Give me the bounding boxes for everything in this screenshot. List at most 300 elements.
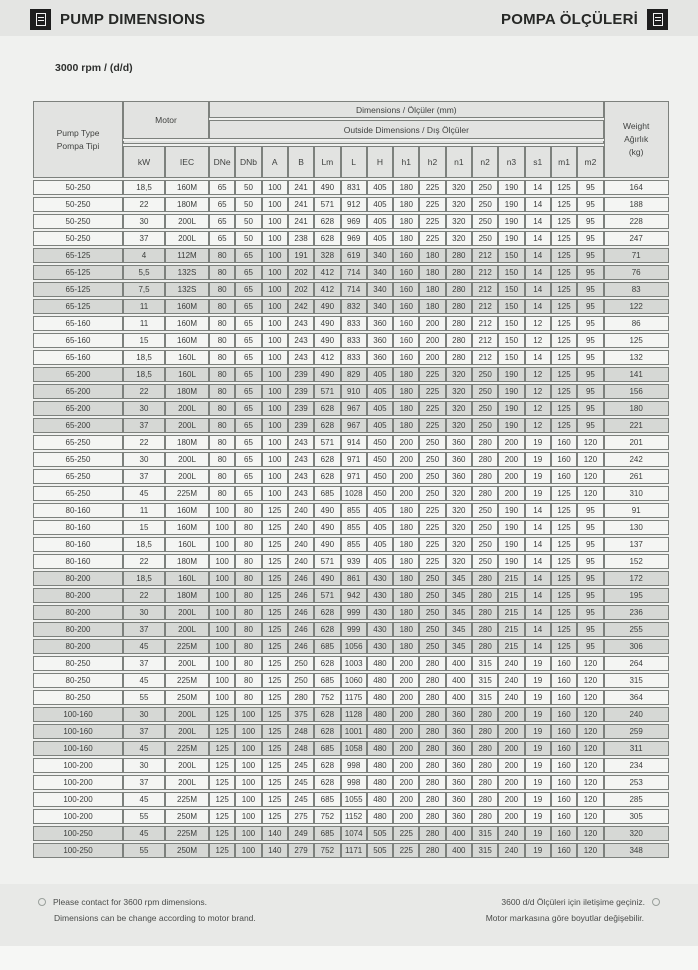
table-row: [33, 231, 669, 246]
value-cell: 22: [123, 197, 165, 212]
value-cell: 125: [551, 503, 577, 518]
value-cell: 245: [288, 758, 314, 773]
value-cell: 200: [393, 724, 419, 739]
value-cell: 240: [288, 554, 314, 569]
weight-cell: 320: [604, 826, 669, 841]
pump-type-cell: 80-160: [33, 537, 123, 552]
value-cell: 200L: [165, 656, 209, 671]
value-cell: 280: [472, 605, 498, 620]
value-cell: 80: [209, 367, 235, 382]
value-cell: 942: [341, 588, 367, 603]
value-cell: 212: [472, 248, 498, 263]
value-cell: 275: [288, 809, 314, 824]
value-cell: 450: [367, 469, 393, 484]
value-cell: 505: [367, 843, 393, 858]
pump-type-cell: 65-250: [33, 469, 123, 484]
value-cell: 65: [235, 282, 261, 297]
value-cell: 80: [235, 520, 261, 535]
pump-type-cell: 65-200: [33, 367, 123, 382]
value-cell: 180: [393, 571, 419, 586]
value-cell: 120: [577, 792, 603, 807]
value-cell: 80: [235, 503, 261, 518]
table-row: [33, 571, 669, 586]
table-row: [33, 622, 669, 637]
value-cell: 200: [498, 775, 524, 790]
value-cell: 65: [235, 418, 261, 433]
value-cell: 160: [551, 724, 577, 739]
value-cell: 250: [472, 384, 498, 399]
value-cell: 328: [314, 248, 340, 263]
pump-type-cell: 65-200: [33, 401, 123, 416]
value-cell: 225: [419, 367, 445, 382]
value-cell: 833: [341, 350, 367, 365]
value-cell: 245: [288, 792, 314, 807]
value-cell: 571: [314, 588, 340, 603]
value-cell: 100: [235, 809, 261, 824]
dimensions-table-wrap: [33, 99, 668, 860]
table-row: [33, 520, 669, 535]
value-cell: 125: [262, 758, 288, 773]
value-cell: 250: [472, 418, 498, 433]
footnote-right-text2: Motor markasına göre boyutlar değişebilir.: [485, 913, 644, 924]
value-cell: 225: [419, 384, 445, 399]
value-cell: 225: [419, 214, 445, 229]
table-row: [33, 809, 669, 824]
value-cell: 14: [525, 214, 551, 229]
footnote-left-line1: [38, 894, 256, 910]
value-cell: 65: [235, 384, 261, 399]
footnote-right-text1: 3600 d/d Ölçüleri için iletişime geçiniz.: [501, 897, 645, 907]
value-cell: 360: [446, 741, 472, 756]
value-cell: 14: [525, 622, 551, 637]
value-cell: 320: [446, 214, 472, 229]
table-header: [33, 101, 669, 178]
value-cell: 280: [446, 265, 472, 280]
value-cell: 150: [498, 333, 524, 348]
value-cell: 125: [551, 639, 577, 654]
value-cell: 1171: [341, 843, 367, 858]
value-cell: 80: [209, 435, 235, 450]
value-cell: 315: [472, 843, 498, 858]
value-cell: 239: [288, 418, 314, 433]
value-cell: 240: [498, 673, 524, 688]
value-cell: 628: [314, 452, 340, 467]
value-cell: 280: [419, 724, 445, 739]
value-cell: 100: [262, 231, 288, 246]
value-cell: 19: [525, 452, 551, 467]
value-cell: 250: [288, 673, 314, 688]
value-cell: 400: [446, 826, 472, 841]
value-cell: 100: [262, 299, 288, 314]
value-cell: 160: [551, 775, 577, 790]
value-cell: 80: [235, 537, 261, 552]
value-cell: 490: [314, 537, 340, 552]
value-cell: 239: [288, 367, 314, 382]
value-cell: 160M: [165, 299, 209, 314]
value-cell: 280: [472, 486, 498, 501]
value-cell: 315: [472, 690, 498, 705]
value-cell: 125: [209, 843, 235, 858]
weight-cell: 348: [604, 843, 669, 858]
value-cell: 80: [209, 452, 235, 467]
value-cell: 280: [472, 571, 498, 586]
weight-cell: 253: [604, 775, 669, 790]
value-cell: 120: [577, 724, 603, 739]
value-cell: 225: [419, 401, 445, 416]
weight-cell: 221: [604, 418, 669, 433]
value-cell: 360: [446, 809, 472, 824]
value-cell: 360: [446, 724, 472, 739]
value-cell: 360: [367, 350, 393, 365]
value-cell: 125: [209, 724, 235, 739]
value-cell: 280: [419, 792, 445, 807]
footnote-right: [486, 894, 660, 926]
dim-column-header-B: B: [288, 146, 314, 178]
value-cell: 125: [209, 792, 235, 807]
value-cell: 250: [472, 520, 498, 535]
rpm-subtitle: 3000 rpm / (d/d): [55, 62, 133, 74]
pump-type-cell: 65-250: [33, 452, 123, 467]
value-cell: 280: [446, 350, 472, 365]
value-cell: 280: [472, 435, 498, 450]
value-cell: 505: [367, 826, 393, 841]
value-cell: 160: [551, 707, 577, 722]
value-cell: 100: [262, 452, 288, 467]
value-cell: 200: [498, 486, 524, 501]
value-cell: 160: [551, 656, 577, 671]
value-cell: 19: [525, 469, 551, 484]
pump-type-cell: 65-160: [33, 333, 123, 348]
value-cell: 243: [288, 350, 314, 365]
outside-dimensions-header: Outside Dimensions / Dış Ölçüler: [209, 120, 604, 139]
value-cell: 200: [393, 809, 419, 824]
value-cell: 190: [498, 401, 524, 416]
value-cell: 280: [419, 809, 445, 824]
weight-cell: 285: [604, 792, 669, 807]
value-cell: 80: [209, 282, 235, 297]
value-cell: 120: [577, 758, 603, 773]
value-cell: 160: [551, 452, 577, 467]
value-cell: 628: [314, 401, 340, 416]
value-cell: 250: [288, 656, 314, 671]
value-cell: 120: [577, 741, 603, 756]
value-cell: 125: [262, 588, 288, 603]
value-cell: 1175: [341, 690, 367, 705]
value-cell: 65: [235, 333, 261, 348]
weight-cell: 132: [604, 350, 669, 365]
value-cell: 14: [525, 520, 551, 535]
weight-cell: 311: [604, 741, 669, 756]
value-cell: 250: [419, 571, 445, 586]
value-cell: 400: [446, 690, 472, 705]
value-cell: 125: [262, 503, 288, 518]
value-cell: 160: [393, 350, 419, 365]
pump-document-icon-right: [647, 9, 668, 30]
value-cell: 280: [419, 775, 445, 790]
value-cell: 160: [393, 248, 419, 263]
table-row: [33, 724, 669, 739]
ring-icon-right: [652, 898, 660, 906]
value-cell: 14: [525, 571, 551, 586]
value-cell: 240: [288, 503, 314, 518]
weight-cell: 125: [604, 333, 669, 348]
pump-type-cell: 50-250: [33, 231, 123, 246]
value-cell: 120: [577, 707, 603, 722]
pump-type-cell: 65-250: [33, 435, 123, 450]
value-cell: 65: [209, 214, 235, 229]
value-cell: 100: [262, 316, 288, 331]
value-cell: 225M: [165, 639, 209, 654]
value-cell: 65: [209, 231, 235, 246]
pump-type-cell: 50-250: [33, 180, 123, 195]
value-cell: 150: [498, 350, 524, 365]
value-cell: 280: [419, 656, 445, 671]
value-cell: 125: [551, 367, 577, 382]
value-cell: 190: [498, 214, 524, 229]
value-cell: 200: [393, 452, 419, 467]
weight-header-tr: Ağırlık: [624, 134, 649, 145]
value-cell: 125: [262, 554, 288, 569]
value-cell: 405: [367, 418, 393, 433]
value-cell: 160M: [165, 503, 209, 518]
value-cell: 125: [262, 571, 288, 586]
value-cell: 752: [314, 690, 340, 705]
table-row: [33, 469, 669, 484]
value-cell: 246: [288, 588, 314, 603]
value-cell: 200: [393, 656, 419, 671]
value-cell: 80: [209, 316, 235, 331]
value-cell: 243: [288, 435, 314, 450]
value-cell: 200L: [165, 758, 209, 773]
value-cell: 100: [262, 469, 288, 484]
pump-type-cell: 65-250: [33, 486, 123, 501]
value-cell: 280: [446, 333, 472, 348]
pump-type-header: [33, 101, 123, 178]
table-row: [33, 503, 669, 518]
value-cell: 80: [209, 299, 235, 314]
value-cell: 100: [209, 537, 235, 552]
value-cell: 65: [235, 367, 261, 382]
value-cell: 280: [472, 809, 498, 824]
weight-cell: 172: [604, 571, 669, 586]
page-title-tr: POMPA ÖLÇÜLERİ: [501, 10, 638, 28]
value-cell: 120: [577, 486, 603, 501]
value-cell: 160: [393, 316, 419, 331]
value-cell: 242: [288, 299, 314, 314]
value-cell: 200L: [165, 724, 209, 739]
value-cell: 360: [446, 452, 472, 467]
value-cell: 95: [577, 367, 603, 382]
footnote-right-line2: [486, 910, 660, 926]
value-cell: 125: [262, 741, 288, 756]
value-cell: 1128: [341, 707, 367, 722]
pump-type-cell: 80-160: [33, 503, 123, 518]
weight-cell: 255: [604, 622, 669, 637]
value-cell: 430: [367, 605, 393, 620]
iec-column-header: IEC: [165, 146, 209, 178]
value-cell: 125: [262, 690, 288, 705]
value-cell: 225M: [165, 486, 209, 501]
value-cell: 180: [419, 299, 445, 314]
value-cell: 480: [367, 673, 393, 688]
value-cell: 125: [551, 384, 577, 399]
value-cell: 19: [525, 826, 551, 841]
kw-column-header: kW: [123, 146, 165, 178]
value-cell: 250: [419, 639, 445, 654]
value-cell: 225: [393, 826, 419, 841]
value-cell: 490: [314, 367, 340, 382]
weight-cell: 156: [604, 384, 669, 399]
value-cell: 80: [235, 605, 261, 620]
value-cell: 80: [235, 656, 261, 671]
value-cell: 243: [288, 316, 314, 331]
value-cell: 280: [472, 792, 498, 807]
value-cell: 490: [314, 503, 340, 518]
title-left-group: [30, 9, 205, 30]
value-cell: 65: [235, 401, 261, 416]
value-cell: 160: [551, 469, 577, 484]
value-cell: 225M: [165, 673, 209, 688]
value-cell: 150: [498, 316, 524, 331]
pump-type-cell: 65-125: [33, 265, 123, 280]
value-cell: 280: [419, 826, 445, 841]
value-cell: 250: [419, 605, 445, 620]
dimensions-table: [33, 99, 669, 860]
value-cell: 480: [367, 656, 393, 671]
value-cell: 45: [123, 673, 165, 688]
weight-cell: 164: [604, 180, 669, 195]
value-cell: 100: [262, 367, 288, 382]
value-cell: 430: [367, 588, 393, 603]
pump-type-cell: 80-160: [33, 520, 123, 535]
value-cell: 125: [551, 588, 577, 603]
value-cell: 243: [288, 452, 314, 467]
value-cell: 125: [551, 605, 577, 620]
value-cell: 180: [393, 503, 419, 518]
value-cell: 340: [367, 282, 393, 297]
value-cell: 200L: [165, 469, 209, 484]
value-cell: 225M: [165, 741, 209, 756]
dim-column-header-H: H: [367, 146, 393, 178]
value-cell: 320: [446, 418, 472, 433]
table-row: [33, 605, 669, 620]
value-cell: 280: [472, 741, 498, 756]
value-cell: 95: [577, 571, 603, 586]
value-cell: 65: [235, 452, 261, 467]
value-cell: 571: [314, 197, 340, 212]
value-cell: 95: [577, 384, 603, 399]
value-cell: 150: [498, 265, 524, 280]
value-cell: 320: [446, 401, 472, 416]
value-cell: 280: [472, 452, 498, 467]
value-cell: 225: [393, 843, 419, 858]
value-cell: 450: [367, 486, 393, 501]
value-cell: 910: [341, 384, 367, 399]
value-cell: 200: [393, 775, 419, 790]
value-cell: 100: [262, 265, 288, 280]
value-cell: 125: [262, 775, 288, 790]
value-cell: 125: [262, 605, 288, 620]
value-cell: 250: [472, 401, 498, 416]
weight-cell: 240: [604, 707, 669, 722]
weight-cell: 315: [604, 673, 669, 688]
value-cell: 55: [123, 690, 165, 705]
value-cell: 160: [551, 809, 577, 824]
value-cell: 100: [262, 418, 288, 433]
value-cell: 80: [235, 639, 261, 654]
pump-type-cell: 100-160: [33, 724, 123, 739]
value-cell: 480: [367, 690, 393, 705]
value-cell: 250: [419, 435, 445, 450]
value-cell: 225: [419, 231, 445, 246]
value-cell: 125: [551, 401, 577, 416]
value-cell: 160L: [165, 571, 209, 586]
value-cell: 180: [393, 367, 419, 382]
table-row: [33, 792, 669, 807]
value-cell: 180: [393, 554, 419, 569]
value-cell: 250: [472, 197, 498, 212]
value-cell: 225M: [165, 826, 209, 841]
pump-type-header-tr: Pompa Tipi: [56, 140, 100, 151]
pump-type-cell: 65-160: [33, 350, 123, 365]
value-cell: 405: [367, 554, 393, 569]
value-cell: 200: [419, 350, 445, 365]
value-cell: 95: [577, 299, 603, 314]
value-cell: 14: [525, 282, 551, 297]
value-cell: 30: [123, 707, 165, 722]
value-cell: 225: [419, 197, 445, 212]
value-cell: 360: [367, 333, 393, 348]
weight-cell: 83: [604, 282, 669, 297]
value-cell: 95: [577, 316, 603, 331]
value-cell: 14: [525, 248, 551, 263]
value-cell: 202: [288, 282, 314, 297]
value-cell: 180M: [165, 554, 209, 569]
value-cell: 280: [419, 673, 445, 688]
value-cell: 160: [551, 758, 577, 773]
value-cell: 125: [551, 350, 577, 365]
value-cell: 490: [314, 299, 340, 314]
value-cell: 280: [446, 316, 472, 331]
value-cell: 280: [446, 299, 472, 314]
value-cell: 95: [577, 248, 603, 263]
value-cell: 11: [123, 299, 165, 314]
footnote-left-line2: [38, 910, 256, 926]
value-cell: 100: [209, 571, 235, 586]
dim-column-header-Lm: Lm: [314, 146, 340, 178]
value-cell: 65: [235, 469, 261, 484]
value-cell: 833: [341, 316, 367, 331]
value-cell: 125: [551, 571, 577, 586]
pump-type-cell: 65-125: [33, 282, 123, 297]
value-cell: 65: [235, 299, 261, 314]
value-cell: 100: [209, 503, 235, 518]
value-cell: 685: [314, 673, 340, 688]
value-cell: 360: [446, 758, 472, 773]
value-cell: 280: [419, 758, 445, 773]
weight-cell: 364: [604, 690, 669, 705]
table-row: [33, 486, 669, 501]
value-cell: 280: [472, 758, 498, 773]
value-cell: 19: [525, 486, 551, 501]
value-cell: 315: [472, 673, 498, 688]
value-cell: 80: [209, 418, 235, 433]
value-cell: 480: [367, 707, 393, 722]
value-cell: 250M: [165, 809, 209, 824]
value-cell: 200L: [165, 214, 209, 229]
value-cell: 360: [367, 316, 393, 331]
value-cell: 200: [498, 469, 524, 484]
